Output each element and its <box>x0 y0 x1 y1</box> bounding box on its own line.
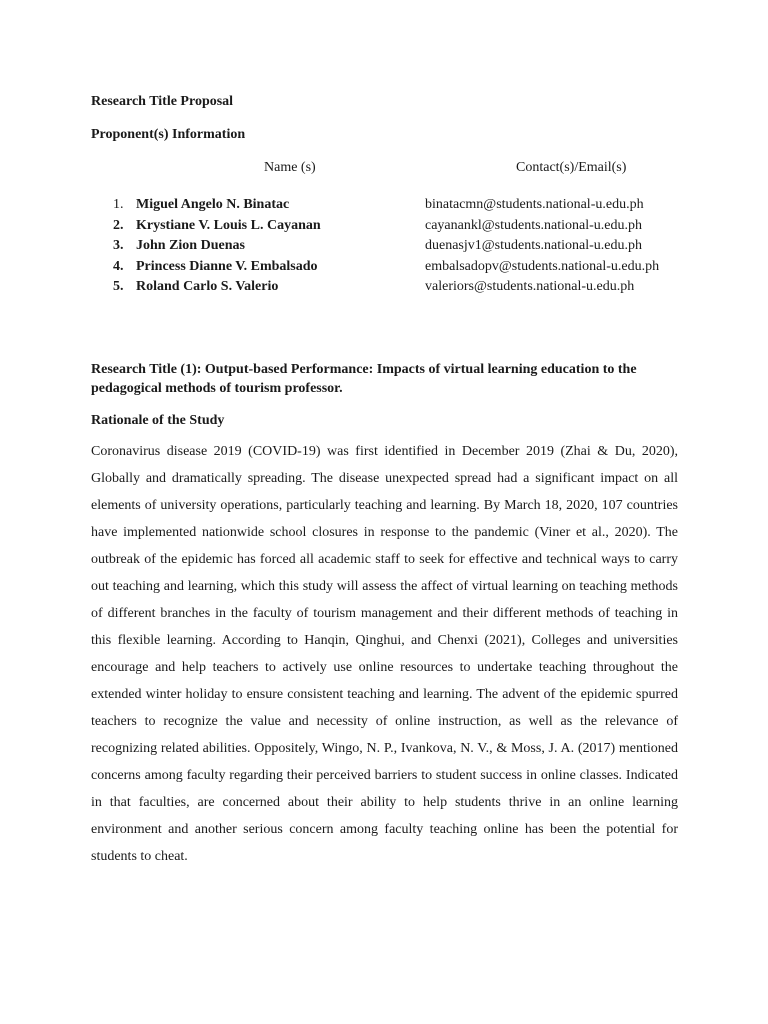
proponent-info-heading: Proponent(s) Information <box>91 127 246 142</box>
research-title: Research Title (1): Output-based Performance: Impacts of virtual learning education to the pedagogical methods of tourism professor. <box>91 362 637 396</box>
proponent-name: Krystiane V. Louis L. Cayanan <box>136 217 321 233</box>
proponent-email: valeriors@students.national-u.edu.ph <box>425 279 635 294</box>
proponent-list <box>113 195 713 298</box>
proponent-number: 2. <box>113 217 124 233</box>
name-column-header: Name (s) <box>264 160 316 175</box>
rationale-paragraph: Coronavirus disease 2019 (COVID-19) was first identified in December 2019 (Zhai & Du, 2020), Globally and dramatically spreading. The disease unexpected spread had a significant impact on all elements of university operations, particularly teaching and learning. By March 18, 2020, 107 countries have implemented nationwide school closures in response to the pandemic (Viner et al., 2020). The outbreak of the epidemic has forced all academic staff to seek for effective and technical ways to carry out teaching and learning, which this study will assess the affect of virtual learning on teaching methods of different branches in the faculty of tourism management and their different methods of teaching in this flexible learning. According to Hanqin, Qinghui, and Chenxi (2021), Colleges and universities encourage and help teachers to actively use online resources to undertake teaching throughout the extended winter holiday to ensure consistent teaching and learning. The advent of the epidemic spurred teachers to recognize the value and necessity of online instruction, as well as the relevance of recognizing related abilities. Oppositely, Wingo, N. P., Ivankova, N. V., & Moss, J. A. (2017) mentioned concerns among faculty regarding their perceived barriers to student success in online classes. Indicated in that faculties, are concerned about their ability to help students thrive in an online learning environment and another serious concern among faculty teaching online has been the potential for students to cheat. <box>91 444 678 864</box>
proponent-name: Roland Carlo S. Valerio <box>136 279 279 294</box>
proponent-name: Princess Dianne V. Embalsado <box>136 258 318 274</box>
proponent-row <box>113 257 713 278</box>
proponent-name: Miguel Angelo N. Binatac <box>136 197 290 212</box>
proponent-row <box>113 277 713 298</box>
document-title: Research Title Proposal <box>91 94 234 109</box>
proponent-row <box>113 195 713 216</box>
proponent-name: John Zion Duenas <box>136 238 245 253</box>
proponent-number: 4. <box>113 258 124 274</box>
proponent-number: 5. <box>113 279 124 294</box>
proponent-number: 3. <box>113 238 124 253</box>
proponent-email: cayanankl@students.national-u.edu.ph <box>425 217 642 233</box>
rationale-heading: Rationale of the Study <box>91 413 225 428</box>
proponent-number: 1. <box>113 197 124 212</box>
proponent-email: embalsadopv@students.national-u.edu.ph <box>425 258 660 274</box>
proponent-row <box>113 216 713 237</box>
proponent-row <box>113 236 713 257</box>
contact-column-header: Contact(s)/Email(s) <box>516 160 627 175</box>
proponent-email: binatacmn@students.national-u.edu.ph <box>425 197 644 212</box>
proponent-email: duenasjv1@students.national-u.edu.ph <box>425 238 643 253</box>
